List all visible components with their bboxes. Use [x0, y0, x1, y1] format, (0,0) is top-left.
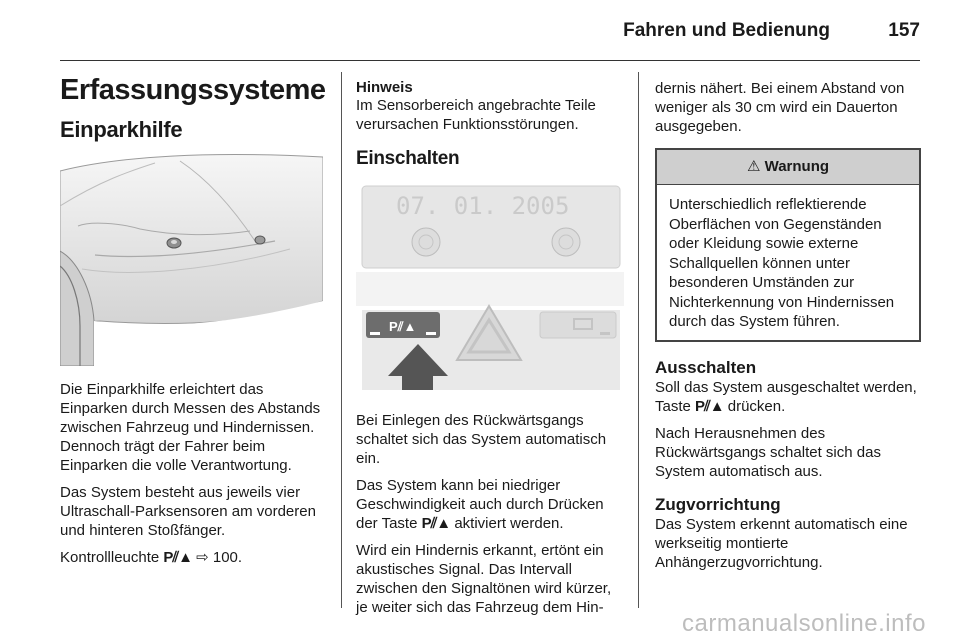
switch-off-text: Soll das System ausgeschaltet werden, Taste — [655, 378, 917, 415]
heading-einschalten: Einschalten — [356, 148, 460, 169]
reverse-gear-paragraph: Bei Einlegen des Rückwärtsgangs schaltet sich das System automatisch ein. — [356, 412, 607, 467]
header-rule — [60, 60, 920, 61]
page-reference-link[interactable]: 100. — [212, 549, 243, 566]
page-header — [60, 18, 920, 56]
warning-triangle-icon: ⚠ — [746, 158, 761, 175]
page-number: 157 — [888, 20, 920, 41]
warning-text: Unterschiedlich reflektierende Oberflächen von Gegenständen oder Kleidung sowie externe Schallquellen können unter besonderen Umständen zur Nichterkennung von Hindernissen durch das System führen. — [669, 196, 895, 330]
rear-bumper-sensor-image — [60, 151, 323, 366]
switch-off-suffix: drücken. — [727, 397, 786, 415]
parking-assist-icon: P⫽▲ — [163, 549, 192, 566]
indicator-paragraph — [60, 548, 323, 567]
column-divider-2 — [638, 72, 639, 608]
dashboard-button-illustration — [356, 180, 624, 395]
column-2 — [356, 72, 624, 625]
dashboard-parking-button-image — [356, 180, 624, 395]
figure-parking-button-label: P⫽▲ — [389, 319, 417, 334]
switch-off-paragraph — [655, 378, 921, 416]
header-title: Fahren und Bedienung — [623, 20, 830, 41]
column-divider-1 — [341, 72, 342, 608]
display-date: 07. 01. 2005 — [396, 192, 570, 220]
heading-zugvorrichtung: Zugvorrichtung — [655, 494, 781, 514]
warning-box — [655, 148, 921, 342]
watermark: carmanualsonline.info — [682, 610, 926, 637]
indicator-label: Kontrollleuchte — [60, 549, 160, 566]
page-ref-arrow-icon: ⇨ — [196, 549, 209, 566]
subsection-title: Einparkhilfe — [60, 117, 183, 142]
column-1 — [60, 72, 326, 575]
note-title: Hinweis — [356, 79, 413, 96]
note-text: Im Sensorbereich angebrachte Teile verursachen Funktionsstörungen. — [356, 97, 596, 133]
column-3 — [655, 72, 921, 580]
continuous-tone-paragraph: dernis nähert. Bei einem Abstand von weniger als 30 cm wird ein Dauerton ausgegeben. — [655, 80, 905, 135]
rear-bumper-illustration — [60, 151, 323, 366]
intro-paragraph: Die Einparkhilfe erleichtert das Einparken durch Messen des Abstands zwischen Fahrzeug und Hindernissen. Dennoch trägt der Fahrer beim Einparken die volle Verantwortung. — [60, 381, 321, 474]
warning-title: Warnung — [764, 158, 830, 175]
parking-assist-off-icon: P⫽▲ — [695, 397, 724, 415]
section-title: Erfassungssysteme — [60, 74, 326, 106]
button-activate-suffix: aktiviert werden. — [454, 515, 564, 532]
button-activate-text: Das System kann bei niedriger Geschwindigkeit auch durch Drücken der Taste — [356, 477, 604, 532]
button-activate-paragraph — [356, 476, 624, 533]
system-paragraph: Das System besteht aus jeweils vier Ultraschall-Parksensoren am vorderen und hinteren Stoßfänger. — [60, 484, 316, 539]
warning-header — [657, 150, 919, 185]
parking-assist-button-icon: P⫽▲ — [421, 515, 451, 532]
obstacle-signal-paragraph: Wird ein Hindernis erkannt, ertönt ein akustisches Signal. Das Intervall zwischen den Signaltönen wird kürzer, je weiter sich das Fahrzeug dem Hin- — [356, 542, 612, 616]
auto-off-paragraph: Nach Herausnehmen des Rückwärtsgangs schaltet sich das System automatisch aus. — [655, 424, 881, 480]
heading-ausschalten: Ausschalten — [655, 357, 757, 377]
tow-bar-paragraph: Das System erkennt automatisch eine werkseitig montierte Anhängerzugvorrichtung. — [655, 515, 908, 571]
